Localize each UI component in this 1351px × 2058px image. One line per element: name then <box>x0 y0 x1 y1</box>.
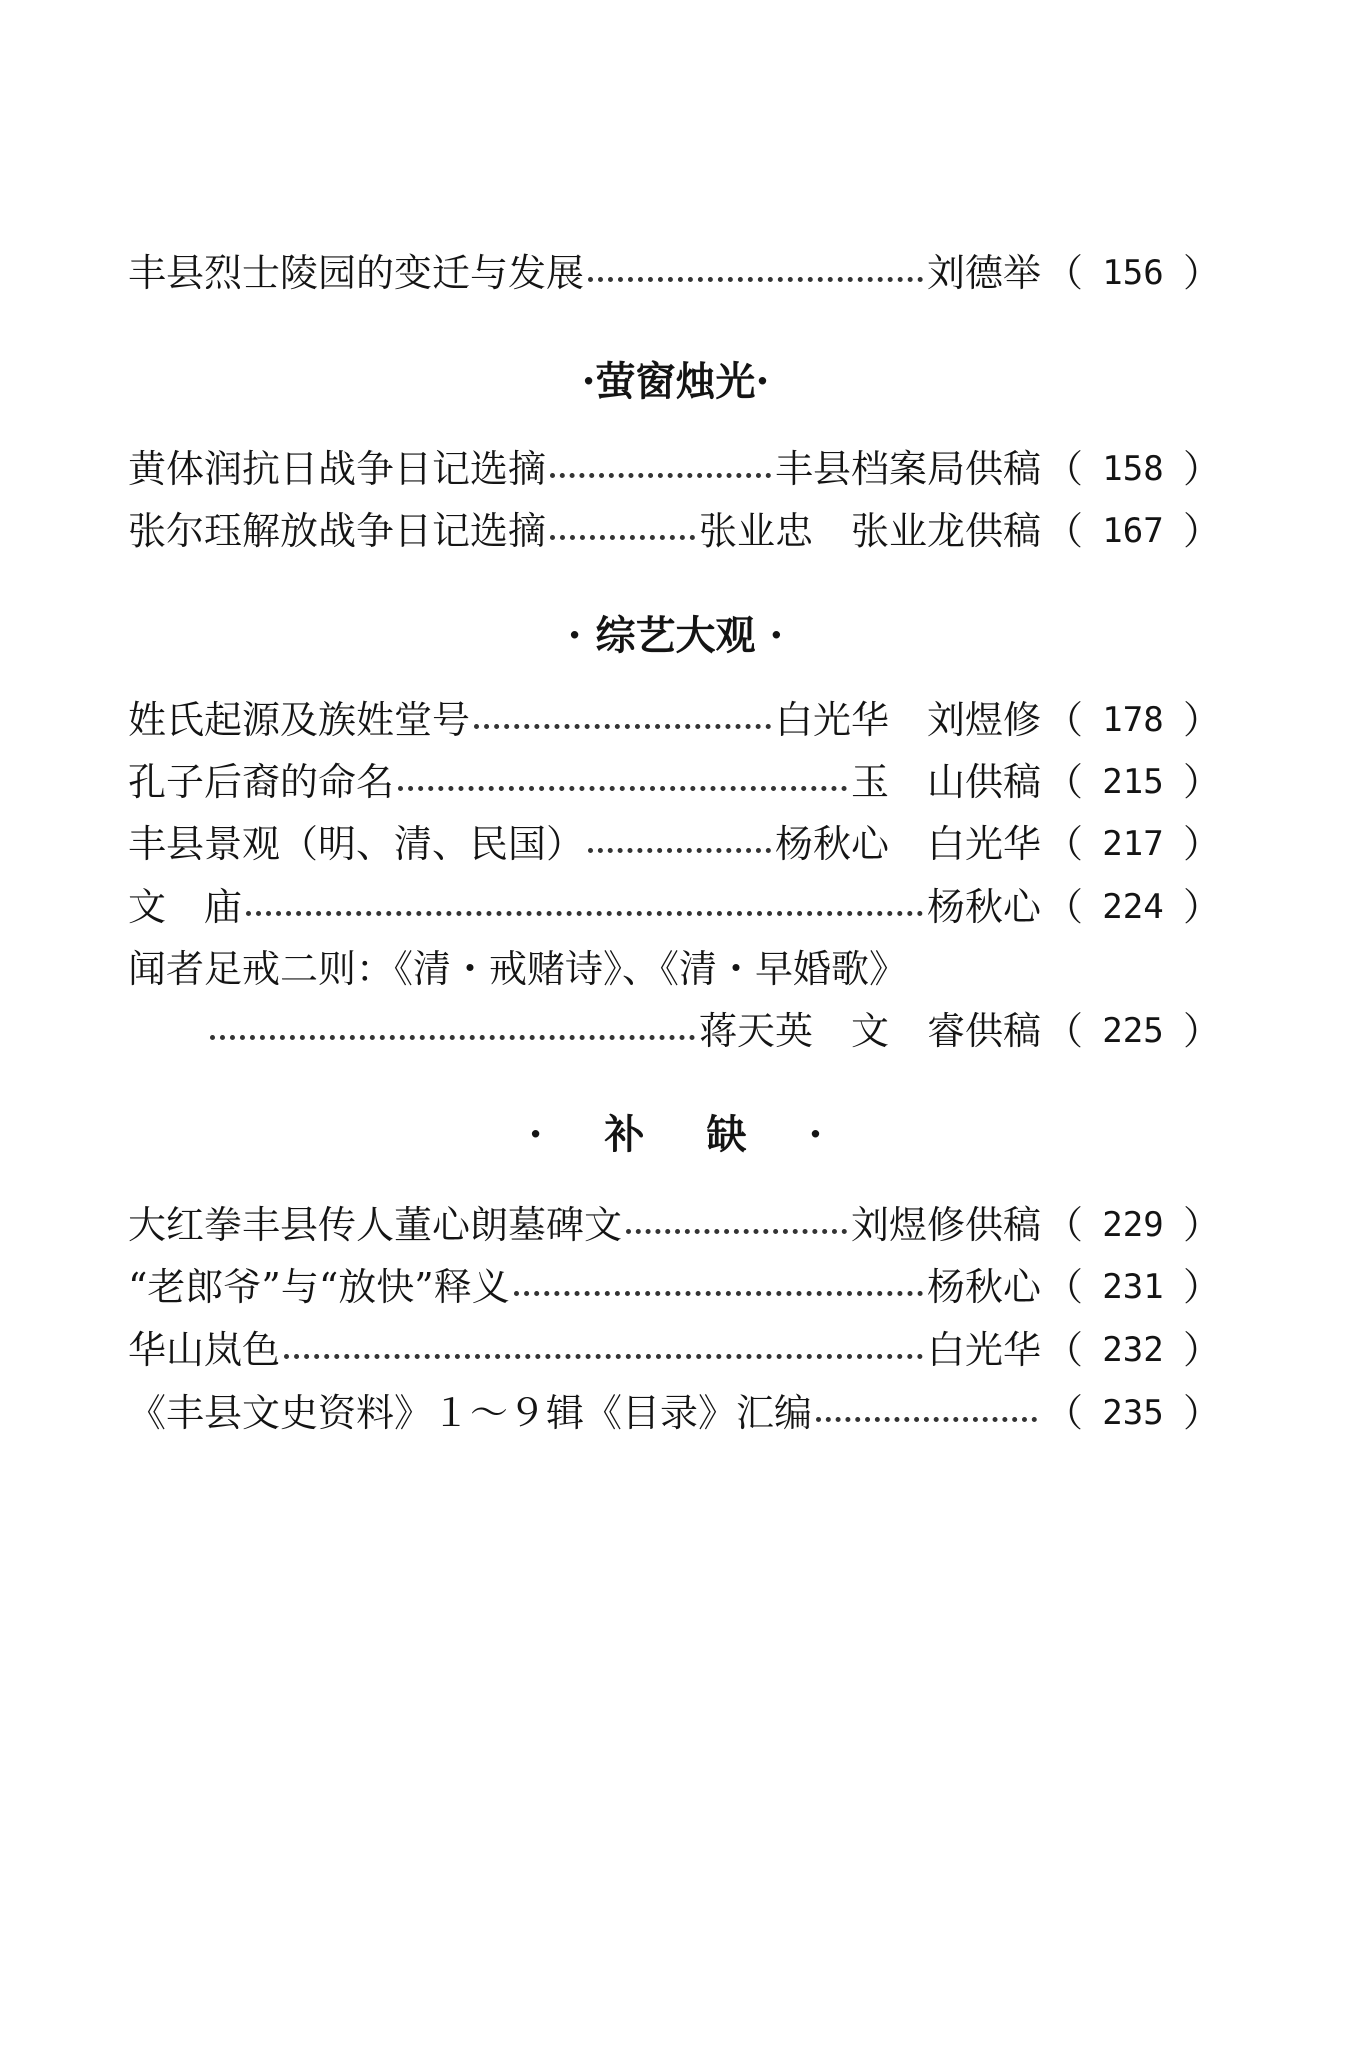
page-ref <box>1045 1322 1221 1378</box>
close-paren: ） <box>1182 760 1221 804</box>
entry-author: 刘煜修供稿 <box>850 1203 1041 1247</box>
close-paren: ） <box>1182 822 1221 866</box>
entry-author: 刘德举 <box>926 251 1041 295</box>
page-number: 156 <box>1102 253 1164 293</box>
page-number: 224 <box>1102 887 1164 927</box>
close-paren: ） <box>1182 1328 1221 1372</box>
toc-entry <box>128 441 1221 497</box>
dot-leader <box>474 724 771 729</box>
toc-entry <box>128 754 1221 810</box>
toc-entry <box>128 1385 1221 1441</box>
open-paren: （ <box>1044 1203 1083 1247</box>
page-number: 217 <box>1102 824 1164 864</box>
entry-title: “老郎爷”与“放快”释义 <box>128 1265 510 1309</box>
open-paren: （ <box>1044 1328 1083 1372</box>
page-ref <box>1045 879 1221 935</box>
open-paren: （ <box>1044 1009 1083 1053</box>
dot-leader <box>550 473 771 478</box>
dot-leader <box>246 911 923 916</box>
dot-leader <box>588 277 923 282</box>
toc-entry <box>128 1322 1221 1378</box>
open-paren: （ <box>1044 447 1083 491</box>
entry-author: 张业忠 张业龙供稿 <box>698 509 1041 553</box>
entry-author: 白光华 <box>926 1328 1041 1372</box>
dot-leader <box>284 1354 923 1359</box>
close-paren: ） <box>1182 1009 1221 1053</box>
toc-entry <box>128 245 1221 301</box>
open-paren: （ <box>1044 760 1083 804</box>
page-number: 178 <box>1102 700 1164 740</box>
open-paren: （ <box>1044 251 1083 295</box>
page-ref <box>1045 245 1221 301</box>
entry-author: 丰县档案局供稿 <box>774 447 1041 491</box>
close-paren: ） <box>1182 885 1221 929</box>
toc-entry <box>128 879 1221 935</box>
entry-author: 杨秋心 <box>926 885 1041 929</box>
entry-title: 姓氏起源及族姓堂号 <box>128 698 471 742</box>
close-paren: ） <box>1182 698 1221 742</box>
page-ref <box>1045 441 1221 497</box>
toc-entry <box>128 1259 1221 1315</box>
close-paren: ） <box>1182 509 1221 553</box>
entry-title: 华山岚色 <box>128 1328 281 1372</box>
close-paren: ） <box>1182 1265 1221 1309</box>
page-ref <box>1045 1003 1221 1059</box>
entry-title: 大红拳丰县传人董心朗墓碑文 <box>128 1203 623 1247</box>
close-paren: ） <box>1182 251 1221 295</box>
page-ref <box>1045 754 1221 810</box>
close-paren: ） <box>1182 1391 1221 1435</box>
page-ref <box>1045 692 1221 748</box>
page-number: 215 <box>1102 762 1164 802</box>
section-heading-buque: ·补缺· <box>528 1111 885 1158</box>
entry-title: 闻者足戒二则：《清・戒赌诗》、《清・早婚歌》 <box>128 947 908 991</box>
toc-entry-multiline-title <box>128 941 1221 997</box>
open-paren: （ <box>1044 822 1083 866</box>
toc-entry <box>128 692 1221 748</box>
close-paren: ） <box>1182 1203 1221 1247</box>
entry-title: 孔子后裔的命名 <box>128 760 395 804</box>
section-heading-zongyi: · 综艺大观 · <box>567 612 784 659</box>
entry-title: 文 庙 <box>128 885 243 929</box>
page-ref <box>1045 503 1221 559</box>
toc-entry-multiline-continuation <box>210 1003 1221 1059</box>
dot-leader <box>398 786 847 791</box>
open-paren: （ <box>1044 698 1083 742</box>
dot-leader <box>210 1035 695 1040</box>
close-paren: ） <box>1182 447 1221 491</box>
toc-entry <box>128 1197 1221 1253</box>
page-number: 225 <box>1102 1011 1164 1051</box>
toc-entry <box>128 503 1221 559</box>
entry-author: 蒋天英 文 睿供稿 <box>698 1009 1041 1053</box>
entry-author: 杨秋心 白光华 <box>774 822 1041 866</box>
open-paren: （ <box>1044 885 1083 929</box>
entry-title: 《丰县文史资料》１～９辑《目录》汇编 <box>128 1391 813 1435</box>
dot-leader <box>626 1229 847 1234</box>
entry-author: 白光华 刘煜修 <box>774 698 1041 742</box>
entry-author: 玉 山供稿 <box>850 760 1041 804</box>
page-number: 232 <box>1102 1330 1164 1370</box>
page-number: 229 <box>1102 1205 1164 1245</box>
open-paren: （ <box>1044 1391 1083 1435</box>
dot-leader <box>588 848 771 853</box>
dot-leader <box>816 1417 1037 1422</box>
page-ref <box>1045 1385 1221 1441</box>
page-number: 158 <box>1102 449 1164 489</box>
page-number: 167 <box>1102 511 1164 551</box>
entry-title: 丰县烈士陵园的变迁与发展 <box>128 251 585 295</box>
entry-title: 张尔珏解放战争日记选摘 <box>128 509 547 553</box>
page-number: 231 <box>1102 1267 1164 1307</box>
page-ref <box>1045 816 1221 872</box>
page-number: 235 <box>1102 1393 1164 1433</box>
entry-author: 杨秋心 <box>926 1265 1041 1309</box>
dot-leader <box>550 535 695 540</box>
page-ref <box>1045 1197 1221 1253</box>
open-paren: （ <box>1044 509 1083 553</box>
entry-title: 丰县景观（明、清、民国） <box>128 822 585 866</box>
section-heading-yingchuang: ·萤窗烛光· <box>581 358 770 405</box>
page-ref <box>1045 1259 1221 1315</box>
open-paren: （ <box>1044 1265 1083 1309</box>
dot-leader <box>514 1291 923 1296</box>
toc-entry <box>128 816 1221 872</box>
entry-title: 黄体润抗日战争日记选摘 <box>128 447 547 491</box>
